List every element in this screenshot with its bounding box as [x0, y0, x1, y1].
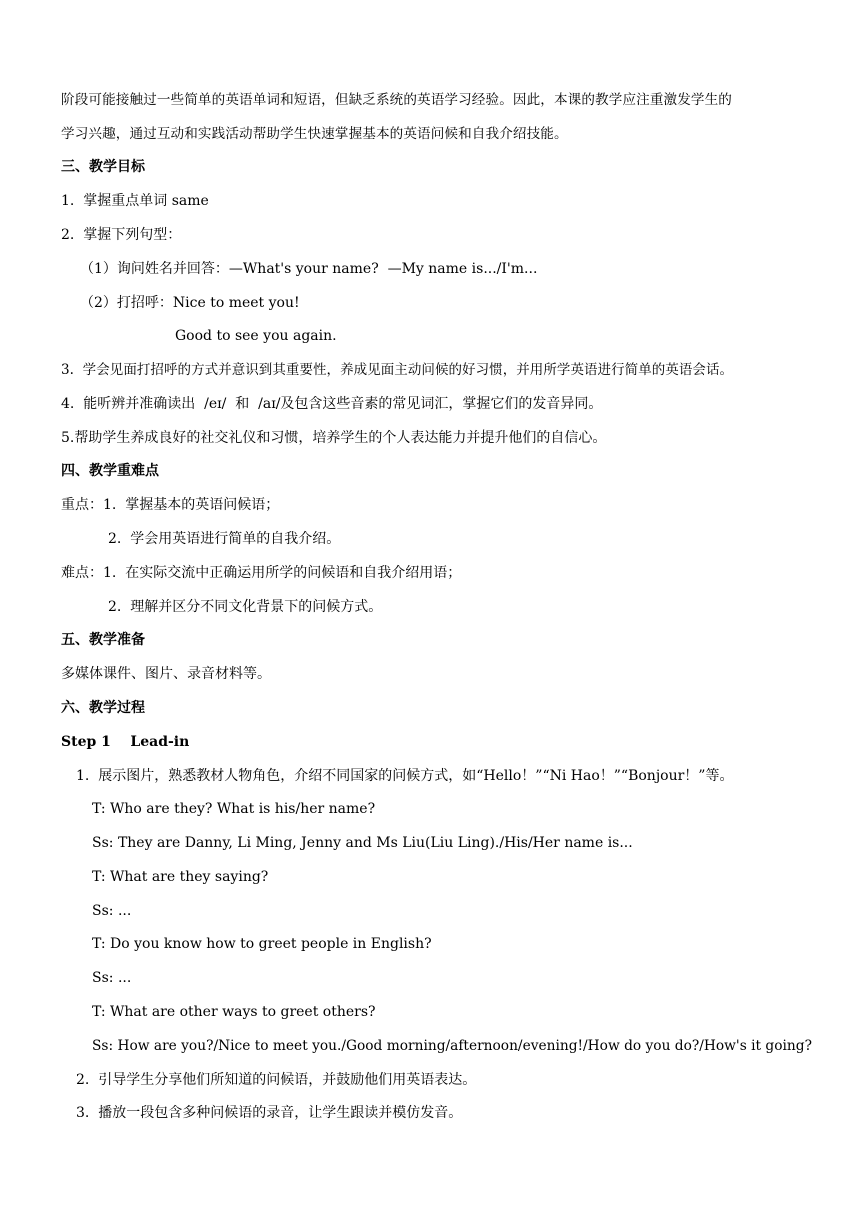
paragraph-line: 2. 学会用英语进行简单的自我介绍。 [108, 531, 341, 547]
paragraph-line: 5.帮助学生养成良好的社交礼仪和习惯，培养学生的个人表达能力并提升他们的自信心。 [61, 430, 607, 446]
dialogue-line: T: Do you know how to greet people in English? [92, 936, 432, 952]
section-heading: 六、教学过程 [61, 700, 145, 716]
paragraph-line: 4. 能听辨并准确读出 /eɪ/ 和 /aɪ/及包含这些音素的常见词汇，掌握它们的发音异同。 [61, 396, 603, 412]
paragraph-line: 多媒体课件、图片、录音材料等。 [61, 666, 271, 682]
dialogue-line: Ss: How are you?/Nice to meet you./Good morning/afternoon/evening!/How do you do?/How's it going? [92, 1038, 812, 1054]
section-heading: 五、教学准备 [61, 632, 145, 648]
paragraph-line: 重点：1. 掌握基本的英语问候语； [61, 497, 280, 513]
paragraph-line: Good to see you again. [175, 328, 337, 344]
section-heading: 三、教学目标 [61, 159, 145, 175]
dialogue-line: T: What are other ways to greet others? [92, 1004, 376, 1020]
dialogue-line: Ss: ... [92, 903, 132, 919]
paragraph-line: 学习兴趣，通过互动和实践活动帮助学生快速掌握基本的英语问候和自我介绍技能。 [61, 126, 568, 142]
paragraph-line: 3. 播放一段包含多种问候语的录音，让学生跟读并模仿发音。 [76, 1105, 463, 1121]
dialogue-line: Ss: ... [92, 970, 132, 986]
paragraph-line: 2. 理解并区分不同文化背景下的问候方式。 [108, 599, 383, 615]
paragraph-line: 3. 学会见面打招呼的方式并意识到其重要性，养成见面主动问候的好习惯，并用所学英语进行简单的英语会话。 [61, 362, 734, 378]
paragraph-line: 2. 掌握下列句型： [61, 227, 182, 243]
paragraph-line: 1. 展示图片，熟悉教材人物角色，介绍不同国家的问候方式，如“Hello！”“Ni Hao！”“Bonjour！”等。 [76, 768, 734, 784]
dialogue-line: T: Who are they? What is his/her name? [92, 801, 376, 817]
dialogue-line: Ss: They are Danny, Li Ming, Jenny and Ms Liu(Liu Ling)./His/Her name is... [92, 835, 633, 851]
paragraph-line: （1）询问姓名并回答：—What's your name? —My name is.../I'm... [80, 261, 538, 277]
paragraph-line: （2）打招呼：Nice to meet you! [80, 295, 300, 311]
section-heading: 四、教学重难点 [61, 463, 159, 479]
dialogue-line: T: What are they saying? [92, 869, 269, 885]
paragraph-line: 难点：1. 在实际交流中正确运用所学的问候语和自我介绍用语； [61, 565, 462, 581]
paragraph-line: 2. 引导学生分享他们所知道的问候语，并鼓励他们用英语表达。 [76, 1072, 477, 1088]
paragraph-line: 阶段可能接触过一些简单的英语单词和短语，但缺乏系统的英语学习经验。因此，本课的教学应注重激发学生的 [61, 92, 732, 108]
paragraph-line: 1. 掌握重点单词 same [61, 193, 209, 209]
step-heading: Step 1 Lead-in [61, 734, 190, 750]
